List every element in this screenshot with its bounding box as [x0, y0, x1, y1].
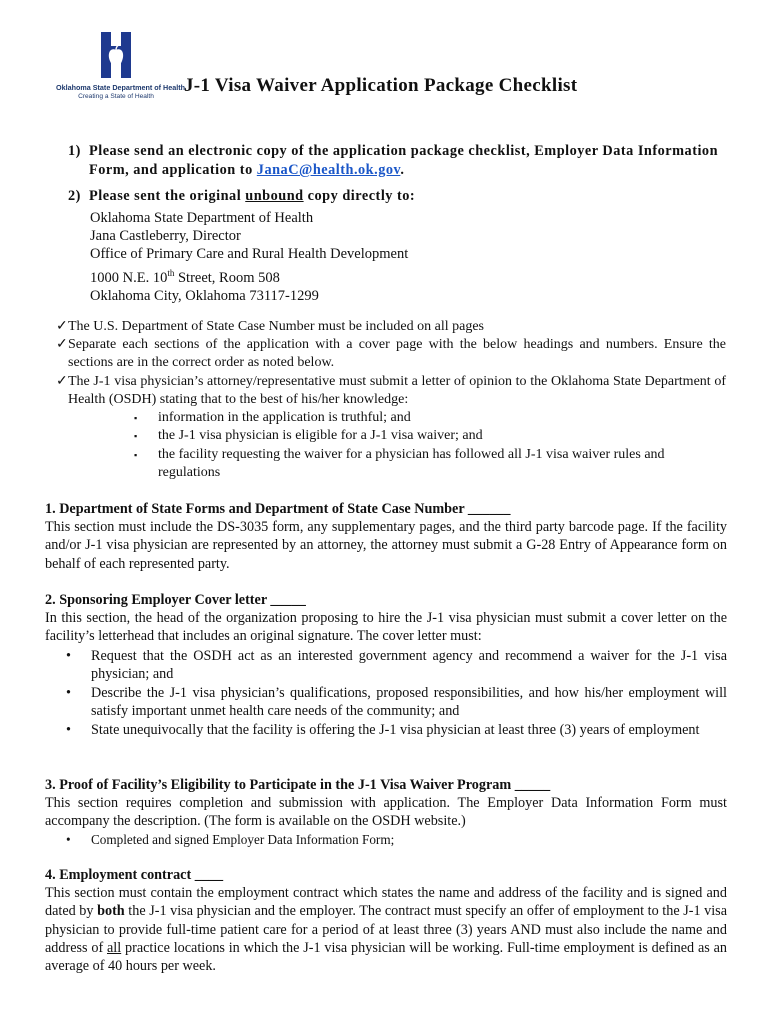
section-4-heading: 4. Employment contract ____ — [45, 867, 224, 883]
oklahoma-health-logo-icon — [99, 30, 133, 80]
mailing-address — [90, 209, 408, 305]
section-2-bullet-1-text: Request that the OSDH act as an interested government agency and recommend a waiver for the J-1 visa physician; and — [91, 648, 727, 683]
address-line-2: Jana Castleberry, Director — [90, 228, 241, 245]
section-1-heading: 1. Department of State Forms and Department of State Case Number ______ — [45, 501, 511, 517]
section-2-bullet-1 — [66, 647, 727, 683]
check-icon: ✓ — [56, 337, 68, 352]
checklist-item-3 — [56, 373, 726, 409]
section-4-text-b: the J-1 visa physician and the employer. The contract must specify an offer of employment to the J-1 visa physician to provide full-time patient care for a period of at least three (3) years AND must also include the name and address of — [45, 903, 727, 956]
checklist-item-1 — [56, 318, 726, 336]
square-bullet-icon: ▪ — [134, 450, 138, 460]
opinion-sub-item-1 — [134, 409, 726, 427]
section-4-underlined-word: all — [107, 939, 122, 956]
address-street-number: 1000 N.E. 10 — [90, 269, 168, 286]
opinion-sub-item-3-text: the facility requesting the waiver for a physician has followed all J-1 visa waiver rules and regulations — [158, 447, 665, 481]
section-2-bullet-3 — [66, 721, 727, 739]
instruction-1-number: 1) — [68, 143, 81, 159]
section-2 — [45, 591, 727, 646]
section-3-text: This section requires completion and submission with application. The Employer Data Information Form must accompany the description. (The form is available on the OSDH website.) — [45, 795, 727, 830]
square-bullet-icon: ▪ — [134, 413, 138, 423]
section-2-bullet-3-text: State unequivocally that the facility is offering the J-1 visa physician at least three (3) years of employment — [91, 722, 700, 738]
checklist-item-2 — [56, 336, 726, 372]
section-4-text — [45, 884, 727, 975]
section-1 — [45, 500, 727, 573]
bullet-icon: • — [66, 685, 71, 701]
section-4 — [45, 866, 727, 975]
section-4-text-c: practice locations in which the J-1 visa physician will be working. Full-time employment is defined as an average of 40 hours per week. — [45, 939, 727, 975]
check-icon: ✓ — [56, 319, 68, 334]
section-4-bold-word: both — [97, 903, 125, 920]
checklist-item-1-text: The U.S. Department of State Case Number must be included on all pages — [68, 319, 485, 334]
instruction-2-underlined: unbound — [245, 188, 304, 204]
checklist-item-3-text: The J-1 visa physician’s attorney/representative must submit a letter of opinion to the Oklahoma State Department of Health (OSDH) stating that to the best of his/her knowledge: — [68, 374, 726, 408]
opinion-sub-item-1-text: information in the application is truthful; and — [158, 410, 411, 425]
instruction-2-post: copy directly to: — [303, 188, 416, 204]
bullet-icon: • — [66, 832, 71, 847]
section-3-heading: 3. Proof of Facility’s Eligibility to Participate in the J-1 Visa Waiver Program _____ — [45, 777, 551, 793]
page-title: J-1 Visa Waiver Application Package Checklist — [184, 75, 578, 96]
address-line-4 — [90, 264, 408, 287]
check-icon: ✓ — [56, 374, 68, 389]
checklist-item-2-text: Separate each sections of the application with a cover page with the below headings and numbers. Ensure the sections are in the correct order as noted below. — [68, 337, 726, 371]
address-street-rest: Street, Room 508 — [174, 269, 280, 286]
instruction-1-end: . — [400, 162, 405, 178]
logo-org-name: Oklahoma State Department of Health — [56, 83, 186, 92]
section-3-bullet-1 — [66, 831, 727, 849]
opinion-sub-item-3 — [134, 446, 726, 482]
instruction-2-pre: Please sent the original — [89, 188, 246, 204]
address-line-5: Oklahoma City, Oklahoma 73117-1299 — [90, 287, 319, 304]
instruction-1-body: Please send an electronic copy of the application package checklist, Employer Data Information Form, and application to — [89, 143, 719, 178]
opinion-sub-item-2-text: the J-1 visa physician is eligible for a J-1 visa waiver; and — [158, 428, 483, 443]
section-1-text: This section must include the DS-3035 form, any supplementary pages, and the third party barcode page. If the facility and/or J-1 visa physician are represented by an attorney, the attorney must submit a G-28 Entry of Appearance form on behalf of each represented party. — [45, 519, 727, 572]
section-4-text-a: This section must contain the employment contract which states the name and address of the facility and is signed and dated by — [45, 885, 727, 920]
osdh-logo — [56, 30, 186, 102]
opinion-sub-item-2 — [134, 427, 726, 445]
section-2-bullet-2-text: Describe the J-1 visa physician’s qualifications, proposed responsibilities, and how his/her employment will satisfy important unmet health care needs of the community; and — [91, 685, 727, 720]
instruction-2-text — [89, 187, 749, 206]
instruction-2-number: 2) — [68, 188, 81, 204]
address-ordinal: th — [167, 267, 175, 278]
section-2-heading: 2. Sponsoring Employer Cover letter _____ — [45, 592, 306, 608]
bullet-icon: • — [66, 648, 71, 664]
address-line-3: Office of Primary Care and Rural Health Development — [90, 246, 409, 263]
instruction-1-text — [89, 142, 749, 180]
section-3-bullet-1-text: Completed and signed Employer Data Information Form; — [91, 832, 395, 847]
bullet-icon: • — [66, 722, 71, 738]
contact-email-link[interactable]: JanaC@health.ok.gov — [256, 162, 401, 178]
square-bullet-icon: ▪ — [134, 431, 138, 441]
section-3 — [45, 776, 727, 831]
logo-tagline: Creating a State of Health — [78, 93, 154, 100]
address-line-1: Oklahoma State Department of Health — [90, 210, 314, 226]
section-2-bullet-2 — [66, 684, 727, 720]
section-2-text: In this section, the head of the organization proposing to hire the J-1 visa physician must submit a cover letter on the facility’s letterhead that includes an original signature. The cover letter must: — [45, 610, 727, 645]
